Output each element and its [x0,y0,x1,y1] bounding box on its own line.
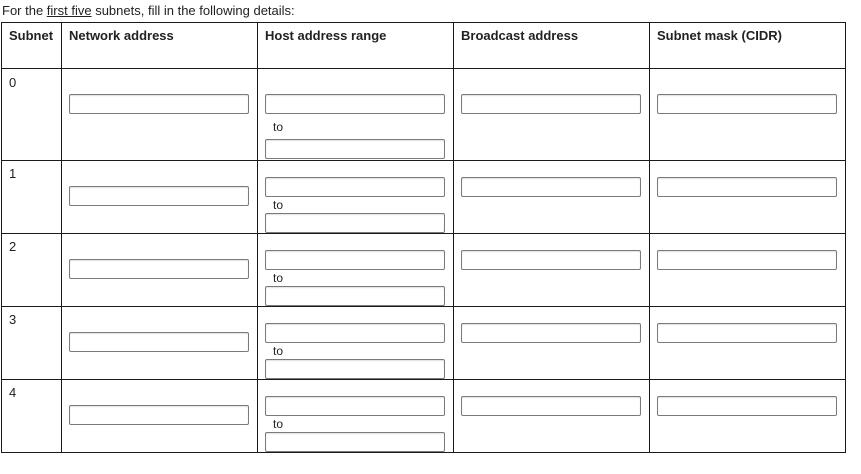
network-address-cell [62,69,258,161]
range-separator: to [273,417,284,431]
broadcast-address-cell [454,161,650,234]
host-range-cell [258,161,454,234]
subnet-table [1,22,846,453]
host-range-start-input[interactable] [265,94,445,114]
subnet-cell [2,69,62,161]
table-row [2,161,846,234]
subnet-cell [2,161,62,234]
range-separator: to [273,271,284,285]
host-range-end-input[interactable] [265,286,445,306]
host-range-end-input[interactable] [265,139,445,159]
subnet-mask-cell [650,161,846,234]
range-separator: to [273,120,284,134]
instructions-emphasis: first five [46,3,92,18]
table-row [2,69,846,161]
subnet-number: 0 [9,75,17,90]
subnet-number: 1 [9,166,17,181]
host-range-cell [258,307,454,380]
subnet-mask-cell [650,69,846,161]
subnet-mask-input[interactable] [657,323,837,343]
subnet-mask-cell [650,234,846,307]
broadcast-address-cell [454,307,650,380]
broadcast-address-input[interactable] [461,250,641,270]
host-range-start-input[interactable] [265,250,445,270]
network-address-cell [62,307,258,380]
subnet-mask-input[interactable] [657,250,837,270]
table-row [2,380,846,453]
table-row [2,307,846,380]
column-header-subnet: Subnet [2,23,62,69]
instructions-suffix: subnets, fill in the following details: [91,3,295,18]
subnet-number: 2 [9,239,17,254]
subnet-cell [2,307,62,380]
broadcast-address-input[interactable] [461,323,641,343]
subnet-number: 3 [9,312,17,327]
header-row [2,23,846,69]
column-header-subnet-mask: Subnet mask (CIDR) [650,23,846,69]
column-header-network-address: Network address [62,23,258,69]
subnet-mask-input[interactable] [657,177,837,197]
broadcast-address-cell [454,234,650,307]
range-separator: to [273,198,284,212]
broadcast-address-input[interactable] [461,94,641,114]
column-header-host-range: Host address range [258,23,454,69]
subnet-number: 4 [9,385,17,400]
subnet-mask-cell [650,380,846,453]
host-range-start-input[interactable] [265,323,445,343]
broadcast-address-cell [454,69,650,161]
host-range-cell [258,69,454,161]
subnet-cell [2,380,62,453]
host-range-cell [258,380,454,453]
broadcast-address-cell [454,380,650,453]
network-address-input[interactable] [69,94,249,114]
host-range-cell [258,234,454,307]
host-range-end-input[interactable] [265,359,445,379]
network-address-input[interactable] [69,186,249,206]
range-separator: to [273,344,284,358]
network-address-input[interactable] [69,405,249,425]
host-range-end-input[interactable] [265,213,445,233]
network-address-cell [62,380,258,453]
subnet-mask-input[interactable] [657,396,837,416]
column-header-broadcast-address: Broadcast address [454,23,650,69]
subnet-mask-cell [650,307,846,380]
instructions-prefix: For the [2,3,47,18]
host-range-start-input[interactable] [265,177,445,197]
subnet-mask-input[interactable] [657,94,837,114]
host-range-end-input[interactable] [265,432,445,452]
instructions [2,3,295,19]
broadcast-address-input[interactable] [461,396,641,416]
network-address-cell [62,161,258,234]
host-range-start-input[interactable] [265,396,445,416]
subnet-cell [2,234,62,307]
network-address-input[interactable] [69,259,249,279]
table-row [2,234,846,307]
broadcast-address-input[interactable] [461,177,641,197]
network-address-input[interactable] [69,332,249,352]
network-address-cell [62,234,258,307]
